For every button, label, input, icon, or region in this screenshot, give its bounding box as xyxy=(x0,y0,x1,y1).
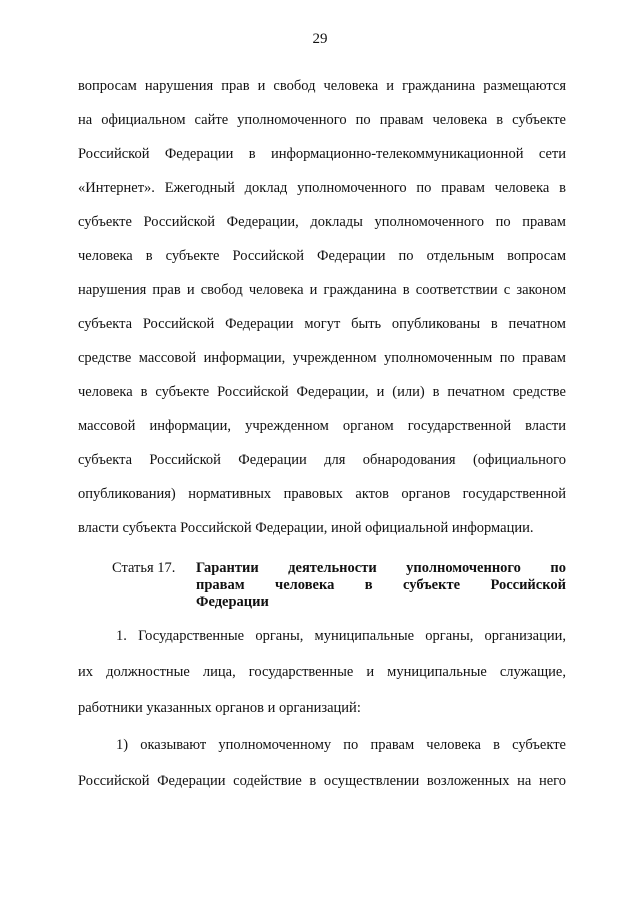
text-line: власти субъекта Российской Федерации, иной официальной информации. xyxy=(78,520,534,536)
text-line: субъекта Российской Федерации для обнародования (официального xyxy=(78,452,566,468)
text-line: Российской Федерации содействие в осуществлении возложенных на него xyxy=(78,773,566,789)
text-line: средстве массовой информации, учрежденном уполномоченным по правам xyxy=(78,350,566,366)
text-line: человека в субъекте Российской Федерации по отдельным вопросам xyxy=(78,248,566,264)
text-line: 1. Государственные органы, муниципальные органы, организации, xyxy=(116,628,566,644)
text-line: человека в субъекте Российской Федерации, и (или) в печатном средстве xyxy=(78,384,566,400)
text-line: вопросам нарушения прав и свобод человека и гражданина размещаются xyxy=(78,78,566,94)
article-title-line: Гарантии деятельности уполномоченного по xyxy=(196,560,566,576)
article-title-line: правам человека в субъекте Российской xyxy=(196,577,566,593)
article-title-line: Федерации xyxy=(196,594,269,610)
text-line: 1) оказывают уполномоченному по правам человека в субъекте xyxy=(116,737,566,753)
text-line: опубликования) нормативных правовых актов органов государственной xyxy=(78,486,566,502)
text-line: на официальном сайте уполномоченного по правам человека в субъекте xyxy=(78,112,566,128)
text-line: субъекта Российской Федерации могут быть опубликованы в печатном xyxy=(78,316,566,332)
article-number: Статья 17. xyxy=(112,560,176,576)
text-line: работники указанных органов и организаций: xyxy=(78,700,361,716)
page-number: 29 xyxy=(312,31,328,47)
article-heading xyxy=(78,560,566,620)
text-line: массовой информации, учрежденном органом государственной власти xyxy=(78,418,566,434)
article-title xyxy=(196,560,566,611)
text-line: нарушения прав и свобод человека и гражданина в соответствии с законом xyxy=(78,282,566,298)
text-line: их должностные лица, государственные и муниципальные служащие, xyxy=(78,664,566,680)
text-line: «Интернет». Ежегодный доклад уполномоченного по правам человека в xyxy=(78,180,566,196)
text-line: субъекте Российской Федерации, доклады уполномоченного по правам xyxy=(78,214,566,230)
text-line: Российской Федерации в информационно-телекоммуникационной сети xyxy=(78,146,566,162)
